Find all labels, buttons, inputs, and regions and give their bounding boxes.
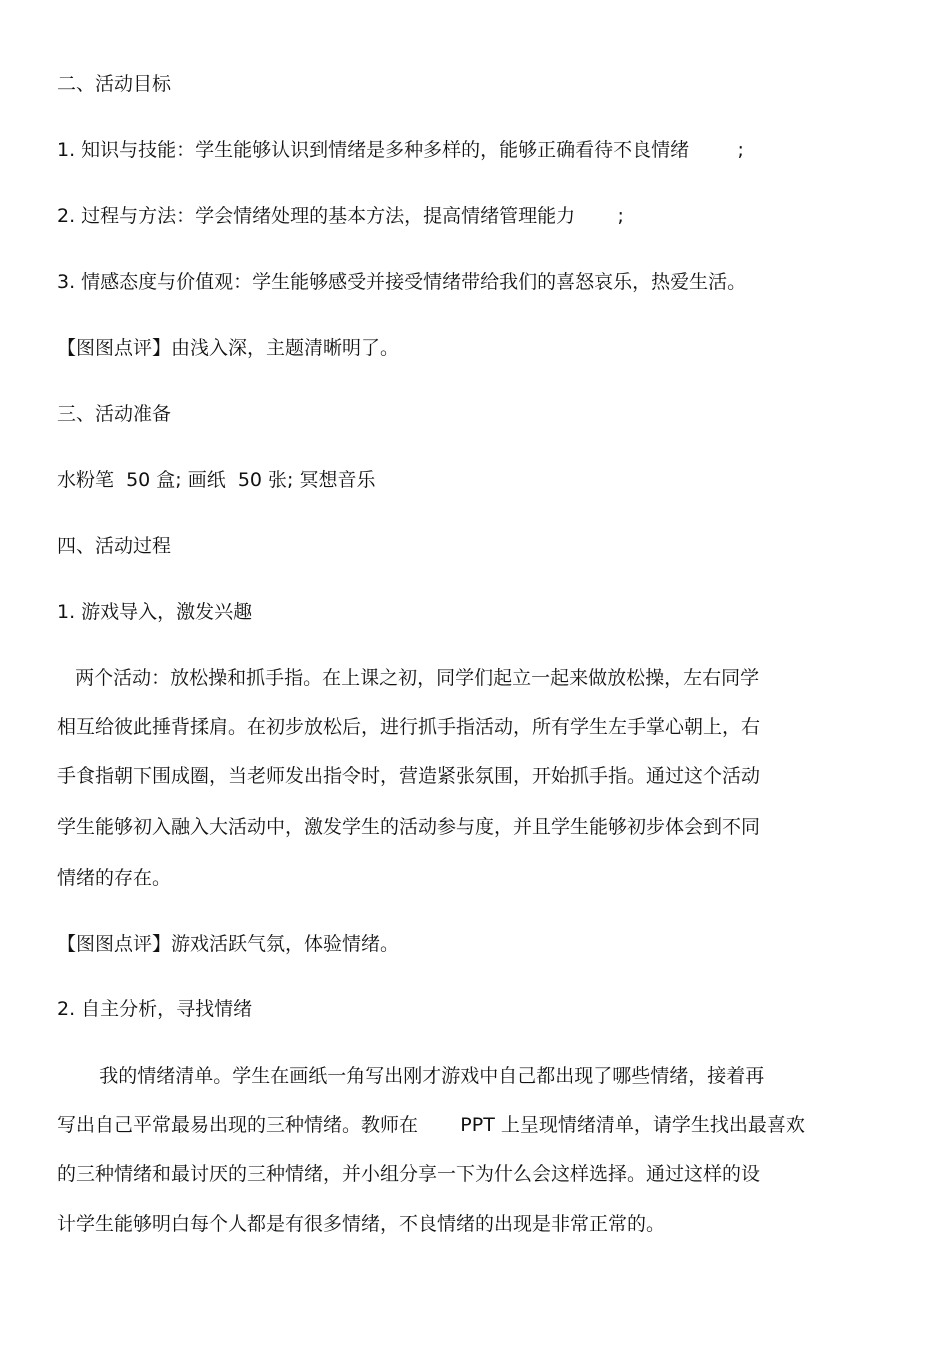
section-heading-prep: 三、活动准备: [57, 403, 172, 425]
paragraph-1-line-3: 手食指朝下围成圈，当老师发出指令时，营造紧张氛围，开始抓手指。通过这个活动: [57, 765, 761, 787]
goal-item-1: 1. 知识与技能：学生能够认识到情绪是多种多样的，能够正确看待不良情绪 ;: [57, 139, 744, 161]
comment-2: 【图图点评】游戏活跃气氛，体验情绪。: [57, 933, 400, 955]
paragraph-2-line-2: 写出自己平常最易出现的三种情绪。教师在 PPT 上呈现情绪清单，请学生找出最喜欢: [57, 1114, 805, 1136]
section-heading-goals: 二、活动目标: [57, 73, 172, 95]
comment-1: 【图图点评】由浅入深，主题清晰明了。: [57, 337, 400, 359]
paragraph-1-line-5: 情绪的存在。: [57, 867, 172, 889]
paragraph-2-line-1: 我的情绪清单。学生在画纸一角写出刚才游戏中自己都出现了哪些情绪，接着再: [57, 1065, 765, 1087]
paragraph-1-line-2: 相互给彼此捶背揉肩。在初步放松后，进行抓手指活动，所有学生左手掌心朝上，右: [57, 716, 761, 738]
paragraph-2-line-4: 计学生能够明白每个人都是有很多情绪，不良情绪的出现是非常正常的。: [57, 1213, 666, 1235]
paragraph-2-line-3: 的三种情绪和最讨厌的三种情绪，并小组分享一下为什么会这样选择。通过这样的设: [57, 1163, 761, 1185]
paragraph-1-line-1: 两个活动：放松操和抓手指。在上课之初，同学们起立一起来做放松操，左右同学: [57, 667, 760, 689]
goal-item-3: 3. 情感态度与价值观：学生能够感受并接受情绪带给我们的喜怒哀乐，热爱生活。: [57, 271, 747, 293]
paragraph-1-line-4: 学生能够初入融入大活动中，激发学生的活动参与度，并且学生能够初步体会到不同: [57, 816, 761, 838]
section-heading-process: 四、活动过程: [57, 535, 172, 557]
subheading-1: 1. 游戏导入，激发兴趣: [57, 601, 253, 623]
prep-materials: 水粉笔 50 盒; 画纸 50 张; 冥想音乐: [57, 469, 376, 491]
goal-item-2: 2. 过程与方法：学会情绪处理的基本方法，提高情绪管理能力 ;: [57, 205, 624, 227]
subheading-2: 2. 自主分析，寻找情绪: [57, 998, 253, 1020]
